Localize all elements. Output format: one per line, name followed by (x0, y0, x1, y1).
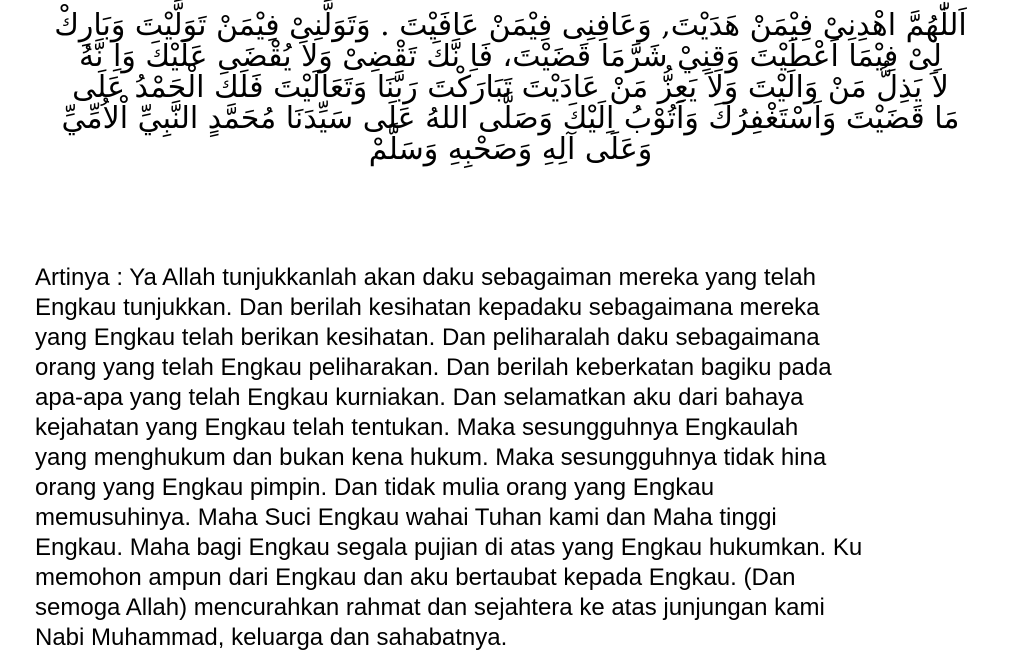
translation-paragraph (35, 263, 995, 653)
translation-line: memusuhinya. Maha Suci Engkau wahai Tuhan kami dan Maha tinggi (35, 504, 777, 531)
arabic-line: مَا قَضَيْتَ وَاَسْتَغْفِرُكَ وَاَتُوْبُ اِلَيْكَ وَصَلَّى اللهُ عَلَى سَيِّدَنَا مُحَمَّدٍ النَّبِيِّ اْلاُمِّيِّ (61, 101, 960, 136)
translation-line: memohon ampun dari Engkau dan aku bertaubat kepada Engkau. (Dan (35, 564, 796, 591)
translation-line: orang yang telah Engkau peliharakan. Dan berilah keberkatan bagiku pada (35, 354, 832, 381)
translation-line: Engkau. Maha bagi Engkau segala pujian di atas yang Engkau hukumkan. Ku (35, 534, 863, 561)
translation-line: yang menghukum dan bukan kena hukum. Maka sesungguhnya tidak hina (35, 444, 827, 471)
translation-line: apa-apa yang telah Engkau kurniakan. Dan selamatkan aku dari bahaya (35, 384, 804, 411)
arabic-line: لاَ يَذِلُّ مَنْ وَالَيْتَ وَلاَ يَعِزُّ مَنْ عَادَيْتَ تَبَارَكْتَ رَبَّنَا وَتَعَالَيْتَ فَلَكَ الْحَمْدُ عَلَى (72, 70, 949, 105)
arabic-line: اَللّٰهُمَّ اهْدِنِىْ فِيْمَنْ هَدَيْتَ, وَعَافِنِى فِيْمَنْ عَافَيْتَ . وَتَوَلَّنِىْ فِيْمَنْ تَوَلَّيْتَ وَبَارِكْ (54, 8, 967, 43)
translation-line: yang Engkau telah berikan kesihatan. Dan peliharalah daku sebagaimana (35, 324, 820, 351)
translation-line: Nabi Muhammad, keluarga dan sahabatnya. (35, 624, 508, 651)
arabic-line: لِىْ فِيْمَا اَعْطَيْتَ وَقِنِيْ شَرَّمَا قَضَيْتَ، فَاِ نَّكَ تَقْضِىْ وَلاَ يُقْضَى عَلَيْكَ وَاِ نَّهُ (79, 39, 942, 74)
arabic-prayer-text (28, 10, 993, 165)
translation-line: Artinya : Ya Allah tunjukkanlah akan daku sebagaiman mereka yang telah (35, 264, 816, 291)
arabic-line: وَعَلَى آلِهِ وَصَحْبِهِ وَسَلَّمْ (368, 132, 653, 167)
translation-line: kejahatan yang Engkau telah tentukan. Maka sesungguhnya Engkaulah (35, 414, 799, 441)
translation-line: orang yang Engkau pimpin. Dan tidak mulia orang yang Engkau (35, 474, 715, 501)
translation-line: semoga Allah) mencurahkan rahmat dan sejahtera ke atas junjungan kami (35, 594, 825, 621)
translation-line: Engkau tunjukkan. Dan berilah kesihatan kepadaku sebagaimana mereka (35, 294, 820, 321)
